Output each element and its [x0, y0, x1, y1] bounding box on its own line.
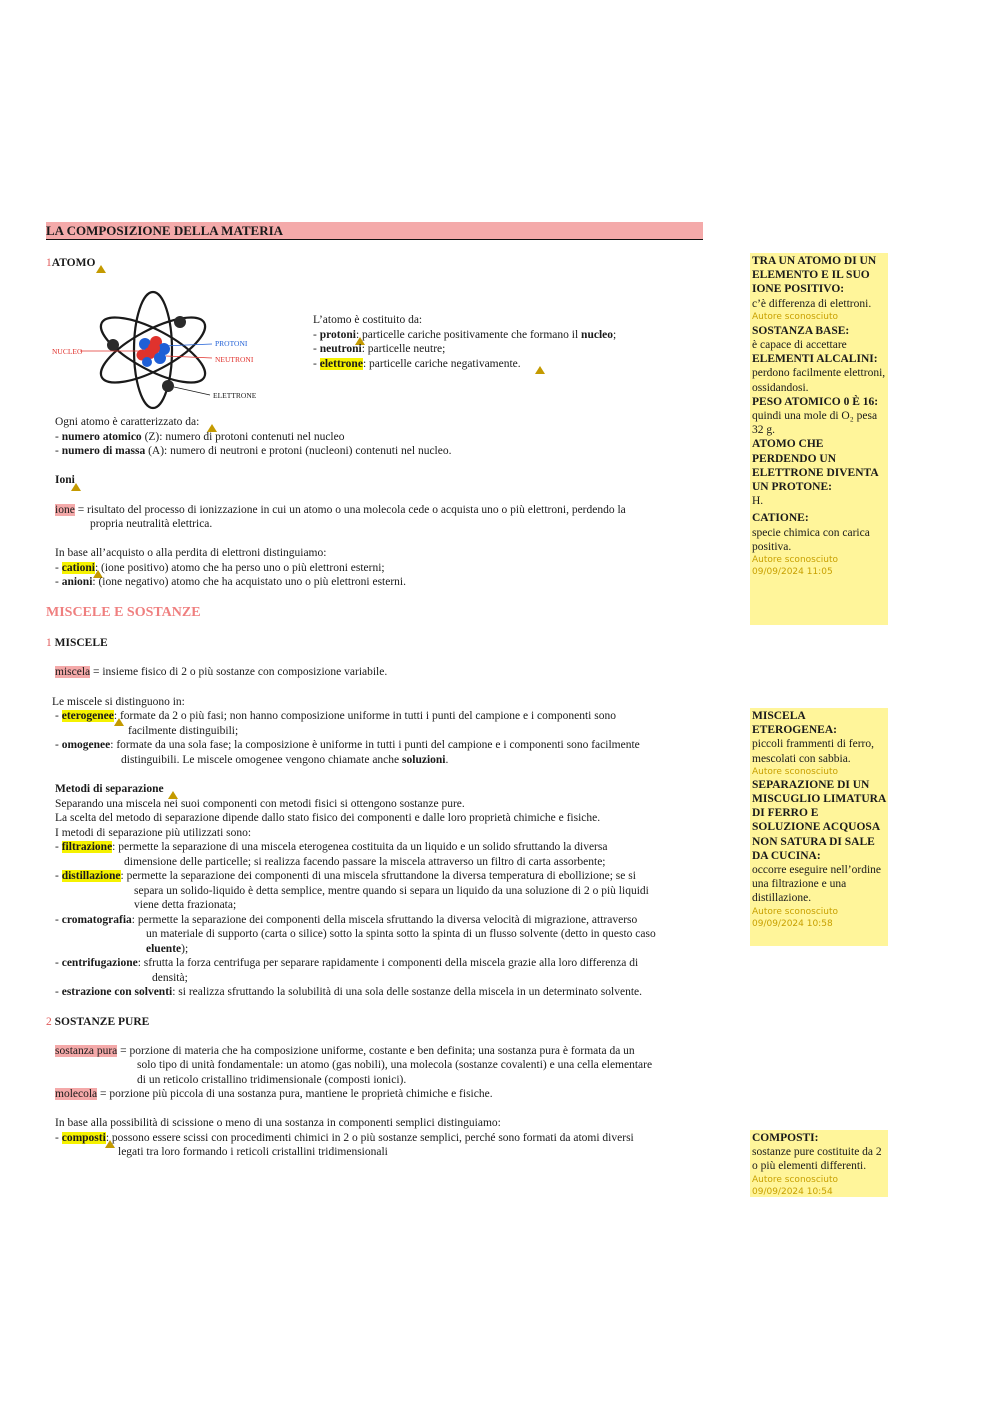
ioni-base: In base all’acquisto o alla perdita di elettroni distinguiamo: — [55, 547, 327, 559]
sostanza-pura-cont: solo tipo di unità fondamentale: un atomo (gas nobili), una molecola (sostanze covalenti) e una cella elementare — [137, 1059, 653, 1071]
comment[interactable] — [752, 709, 886, 778]
atomo-heading — [46, 256, 95, 271]
comment[interactable] — [752, 437, 886, 508]
ione-definition-cont: propria neutralità elettrica. — [90, 518, 213, 530]
comment-marker-icon[interactable] — [71, 483, 81, 491]
composti-cont: legati tra loro formando i reticoli cristallini tridimensionali — [118, 1146, 388, 1158]
sostanza-pura-cont: di un reticolo cristallino tridimensionale (composti ionici). — [137, 1073, 407, 1086]
metodi-line: La scelta del metodo di separazione dipende dallo stato fisico dei componenti e dalle loro proprietà chimiche e fisiche. — [55, 812, 601, 824]
comment-text: occorre eseguire nell’ordine una filtrazione e una distillazione. — [752, 864, 881, 905]
comment[interactable] — [752, 511, 886, 578]
nucleus — [137, 336, 171, 367]
cromatografia-cont: un materiale di supporto (carta o silice) sotto la spinta sotto la spinta di un flusso solvente (detto in questo caso — [146, 928, 656, 940]
comment-author: Autore sconosciuto — [752, 766, 839, 777]
elettrone-label: ELETTRONE — [213, 391, 257, 400]
metodi-line: Separando una miscela nei suoi componenti con metodi fisici si ottengono sostanze pure. — [55, 797, 465, 810]
comment-title: PESO ATOMICO 0 È 16: — [752, 395, 879, 408]
ioni-item-anioni: - anioni: (ione negativo) atomo che ha acquistato uno o più elettroni esterni. — [55, 576, 407, 588]
protoni-label: PROTONI — [215, 339, 248, 348]
atomo-item-elettrone: - elettrone: particelle cariche negativamente. — [313, 357, 521, 370]
comment-text: è capace di accettare — [752, 339, 847, 352]
caratt-item: - numero di massa (A): numero di neutroni e protoni (nucleoni) contenuti nel nucleo. — [55, 445, 452, 457]
sostanza-pura-definition: sostanza pura = porzione di materia che ha composizione uniforme, costante e ben definita; una sostanza pura è formata da un — [55, 1044, 635, 1057]
comment-text: specie chimica con carica positiva. — [752, 526, 870, 553]
distillazione-cont: viene detta frazionata; — [134, 899, 237, 911]
comment[interactable] — [752, 324, 886, 352]
atom-diagram — [50, 288, 265, 413]
electron-icon — [162, 380, 174, 392]
comment-title: TRA UN ATOMO DI UN ELEMENTO E IL SUO IONE POSITIVO: — [752, 255, 877, 296]
comment-text: quindi una mole di O₂ pesa 32 g. — [752, 410, 878, 437]
cromatografia-item: - cromatografia: permette la separazione dei componenti della miscela sfruttando la diversa velocità di migrazione, attraverso — [55, 913, 638, 926]
atomo-item-protoni: - protoni: particelle cariche positivamente che formano il nucleo; — [313, 328, 617, 341]
comment-marker-icon[interactable] — [96, 265, 106, 273]
comment-title: COMPOSTI: — [752, 1132, 819, 1144]
estrazione-item: - estrazione con solventi: si realizza sfruttando la solubilità di una sola delle sostanze della miscela in un determinato solvente. — [55, 986, 642, 998]
filtrazione-cont: dimensione delle particelle; si realizza facendo passare la miscela attraverso un filtro di carta assorbente; — [124, 855, 606, 868]
comment-author: Autore sconosciuto — [752, 555, 839, 566]
eterogenee-item: - eterogenee: formate da 2 o più fasi; non hanno composizione uniforme in tutti i punti del campione e i componenti sono — [55, 710, 616, 722]
sostanze-pure-heading: 2 SOSTANZE PURE — [46, 1015, 150, 1028]
caratt-intro: Ogni atomo è caratterizzato da: — [55, 416, 200, 428]
centrifugazione-item: - centrifugazione: sfrutta la forza centrifuga per separare rapidamente i componenti della miscela grazie alla loro differenza di — [55, 957, 639, 969]
section-heading-miscele-sostanze: MISCELE E SOSTANZE — [46, 605, 201, 620]
comment-title: SEPARAZIONE DI UN MISCUGLIO LIMATURA DI FERRO E SOLUZIONE ACQUOSA NON SATURA DI SALE DA CUCINA: — [752, 778, 886, 862]
centrifugazione-cont: densità; — [152, 971, 188, 984]
comments-panel — [750, 253, 888, 625]
distillazione-cont: separa un solido-liquido è detta semplice, mentre quando si separa un liquido da una soluzione di 2 o più liquidi — [134, 884, 649, 897]
comment-date: 09/09/2024 11:05 — [752, 567, 833, 578]
distillazione-item: - distillazione: permette la separazione dei componenti di una miscela sfruttandone la diversa temperatura di ebollizione; se si — [55, 870, 636, 882]
page-title-bar — [46, 222, 703, 240]
comment-author: Autore sconosciuto — [752, 1174, 839, 1185]
comment-marker-icon[interactable] — [105, 1140, 115, 1148]
comment[interactable] — [752, 352, 886, 395]
comment-author: Autore sconosciuto — [752, 906, 839, 917]
nucleo-label: NUCLEO — [52, 347, 83, 356]
comment-date: 09/09/2024 10:54 — [752, 1186, 833, 1197]
comment-text: c’è differenza di elettroni. — [752, 297, 872, 310]
page-title: LA COMPOSIZIONE DELLA MATERIA — [46, 223, 284, 238]
comment-marker-icon[interactable] — [535, 366, 545, 374]
atomo-intro: L’atomo è costituito da: — [313, 314, 423, 326]
comment-marker-icon[interactable] — [114, 718, 124, 726]
comments-panel — [750, 708, 888, 946]
miscele-distinguono: Le miscele si distinguono in: — [52, 695, 185, 708]
metodi-heading: Metodi di separazione — [55, 783, 164, 795]
section-number: 1 — [46, 257, 52, 269]
comment[interactable] — [752, 1131, 886, 1198]
omogenee-item: - omogenee: formate da una sola fase; la composizione è uniforme in tutti i punti del campione e i componenti sono facilmente — [55, 739, 640, 751]
miscela-definition: miscela = insieme fisico di 2 o più sostanze con composizione variabile. — [55, 666, 388, 678]
ione-definition: ione = risultato del processo di ionizzazione in cui un atomo o una molecola cede o acquista uno o più elettroni, perdendo la — [55, 504, 626, 516]
electron-icon — [107, 339, 119, 351]
filtrazione-item: - filtrazione: permette la separazione di una miscela eterogenea costituita da un liquido e un solido sfruttando la diversa — [55, 841, 608, 853]
eterogenee-cont: facilmente distinguibili; — [128, 724, 239, 737]
comment-text: sostanze pure costituite da 2 o più elementi differenti. — [752, 1146, 882, 1173]
comment-date: 09/09/2024 10:58 — [752, 918, 833, 929]
cromatografia-cont: eluente); — [146, 942, 189, 955]
atomo-item-neutroni: - neutroni: particelle neutre; — [313, 343, 446, 355]
neutroni-label: NEUTRONI — [215, 355, 254, 364]
comment-title: CATIONE: — [752, 512, 809, 525]
caratt-item: - numero atomico (Z): numero di protoni contenuti nel nucleo — [55, 430, 345, 443]
comment[interactable] — [752, 778, 886, 930]
comment-title: ELEMENTI ALCALINI: — [752, 353, 878, 366]
omogenee-cont: distinguibili. Le miscele omogenee vengono chiamate anche soluzioni. — [121, 753, 449, 766]
comment[interactable] — [752, 395, 886, 438]
comment-author: Autore sconosciuto — [752, 311, 839, 322]
ioni-item-cationi: - cationi: (ione positivo) atomo che ha perso uno o più elettroni esterni; — [55, 561, 385, 574]
comment-text: perdono facilmente elettroni, ossidandosi. — [752, 367, 886, 394]
ioni-heading: Ioni — [55, 474, 75, 486]
molecola-definition: molecola = porzione più piccola di una sostanza pura, mantiene le proprietà chimiche e fisiche. — [55, 1088, 493, 1100]
comments-panel — [750, 1130, 888, 1197]
electron-icon — [174, 316, 186, 328]
miscele-heading: 1 MISCELE — [46, 637, 108, 649]
composti-item: - composti: possono essere scissi con procedimenti chimici in 2 o più sostanze semplici, perché sono formati da atomi diversi — [55, 1131, 634, 1144]
comment-title: SOSTANZA BASE: — [752, 324, 850, 337]
sostanze-pure-base: In base alla possibilità di scissione o meno di una sostanza in componenti semplici distinguiamo: — [55, 1117, 501, 1129]
metodi-line: I metodi di separazione più utilizzati sono: — [55, 826, 252, 839]
comment[interactable] — [752, 254, 886, 323]
comment-text: H. — [752, 495, 764, 508]
comment-text: piccoli frammenti di ferro, mescolati con sabbia. — [752, 738, 874, 765]
comment-title: MISCELA ETEROGENEA: — [752, 710, 837, 737]
comment-title: ATOMO CHE PERDENDO UN ELETTRONE DIVENTA UN PROTONE: — [752, 438, 879, 494]
section-heading: ATOMO — [51, 257, 96, 269]
